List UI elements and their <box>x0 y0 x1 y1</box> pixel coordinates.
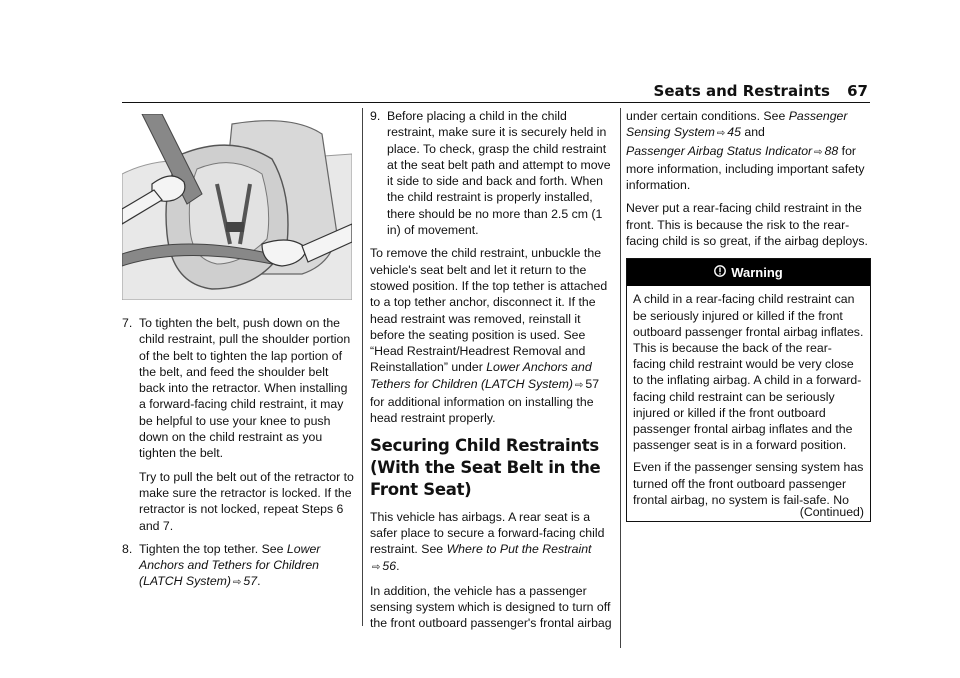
warning-title: Warning <box>731 265 783 281</box>
page-ref-icon: ⇨ <box>716 128 726 140</box>
warning-paragraph: A child in a rear-facing child restraint can be seriously injured or killed if the front outboard passenger frontal airbag inflates. This is because the back of the rear-facing child restraint would be very close to the inflating airbag. A child in a forward-facing child restraint can be seriously injured or killed if the front outboard passenger frontal airbag inflates and the passenger seat is in a forward position. <box>633 292 864 453</box>
step-7 <box>122 315 354 462</box>
page-ref-icon: ⇨ <box>372 561 381 573</box>
remove-paragraph <box>370 245 616 426</box>
page-ref-icon: ⇨ <box>814 146 823 158</box>
warning-paragraph: Even if the passenger sensing system has turned off the front outboard passenger frontal airbag, no system is fail-safe. No <box>633 460 864 507</box>
rear-facing-paragraph: Never put a rear-facing child restraint in the front. This is because the risk to the rear-facing child is so great, if the airbag deploys. <box>626 201 868 249</box>
section-title: Seats and Restraints <box>653 82 830 100</box>
cross-reference-link[interactable]: Passenger Sensing System <box>626 109 848 140</box>
cross-reference-link[interactable]: Lower Anchors and Tethers for Children (LATCH System) <box>370 360 592 391</box>
punct: . <box>257 574 261 589</box>
page-reference[interactable]: 88 <box>824 143 839 158</box>
paragraph-text: and <box>740 125 765 140</box>
paragraph-text: for more information, including important safety information. <box>626 143 865 193</box>
cross-reference-link[interactable]: Where to Put the Restraint <box>446 542 592 557</box>
header-rule <box>122 102 870 103</box>
warning-box <box>626 258 871 522</box>
paragraph-text: To remove the child restraint, unbuckle the vehicle's seat belt and let it return to the stowed position. If the top tether is attached to a top tether anchor, disconnect it. If the head restraint was removed, reinstall it before the seating position is used. See “Head Restraint/Headrest Removal and Reinstallation” under <box>370 246 608 375</box>
column-divider <box>620 108 621 648</box>
column-1 <box>122 315 354 599</box>
column-divider <box>362 108 363 626</box>
continued-label: (Continued) <box>799 505 864 520</box>
paragraph-text: under certain conditions. See <box>626 109 789 123</box>
page-ref-icon: ⇨ <box>233 577 242 589</box>
page-reference[interactable]: 56 <box>382 558 397 573</box>
section-heading: Securing Child Restraints (With the Seat Belt in the Front Seat) <box>370 435 601 499</box>
paragraph-text: for additional information on installing the head restraint properly. <box>370 395 594 426</box>
paragraph-text: This vehicle has airbags. A rear seat is a safer place to secure a forward-facing child restraint. See <box>370 509 605 557</box>
page-header <box>122 78 870 102</box>
airbags-paragraph <box>370 509 616 576</box>
step-number: 9. <box>370 109 381 123</box>
page-ref-icon: ⇨ <box>574 379 584 391</box>
page-reference[interactable]: 57 <box>585 376 600 391</box>
warning-header <box>627 259 870 286</box>
warning-icon <box>714 259 726 286</box>
page-reference[interactable]: 45 <box>727 125 741 140</box>
step-number: 7. <box>122 316 133 330</box>
continued-paragraph <box>626 108 871 193</box>
punct: . <box>396 558 400 573</box>
step-7-continued: Try to pull the belt out of the retractor to make sure the retractor is locked. If the retractor is not locked, repeat Steps 6 and 7. <box>139 469 354 533</box>
step-9 <box>370 108 616 238</box>
step-text: Before placing a child in the child restraint, make sure it is securely held in place. To check, grasp the child restraint at the seat belt path and attempt to move it side to side and back and forth. When the child restraint is properly installed, there should be no more than 2.5 cm (1 in) of movement. <box>387 109 611 238</box>
child-seat-belt-illustration <box>122 114 352 300</box>
step-text: Tighten the top tether. See <box>139 541 287 556</box>
page-reference[interactable]: 57 <box>243 574 258 589</box>
step-8 <box>122 541 354 592</box>
cross-reference-link[interactable]: Lower Anchors and Tethers for Children (LATCH System) <box>139 541 321 589</box>
column-3 <box>626 108 871 522</box>
cross-reference-link[interactable]: Passenger Airbag Status Indicator <box>626 143 813 158</box>
warning-body <box>627 286 870 521</box>
sensing-paragraph: In addition, the vehicle has a passenger sensing system which is designed to turn off the front outboard passenger's frontal airbag <box>370 583 612 631</box>
step-text: To tighten the belt, push down on the child restraint, pull the shoulder portion of the belt to tighten the lap portion of the belt, and feed the shoulder belt back into the retractor. When installing a forward-facing child restraint, it may be helpful to use your knee to push down on the child restraint as you tighten the belt. <box>139 316 351 461</box>
page-number: 67 <box>847 82 868 100</box>
column-2 <box>370 108 616 639</box>
illustration-svg <box>122 114 352 300</box>
step-number: 8. <box>122 541 133 556</box>
